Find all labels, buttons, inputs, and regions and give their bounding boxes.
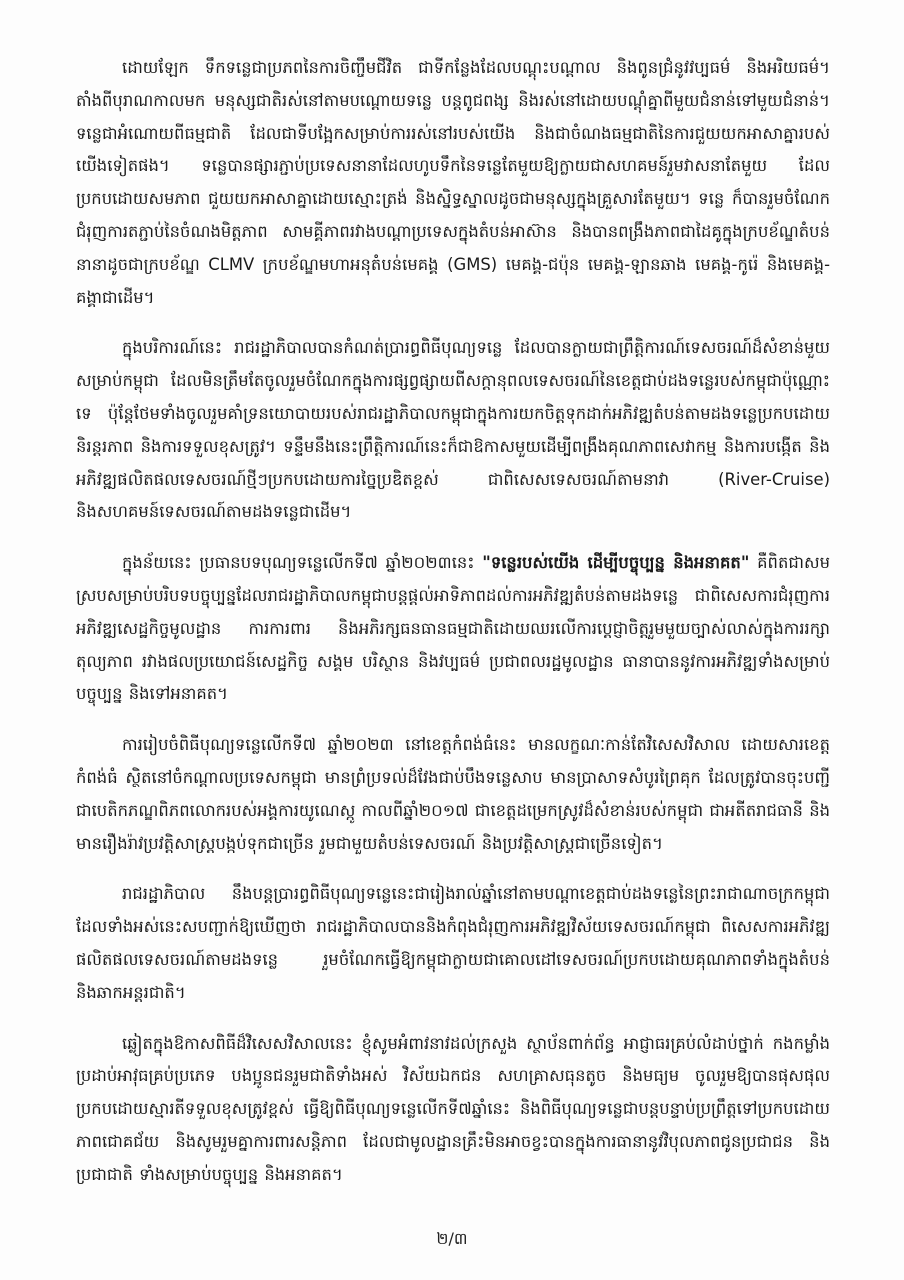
- paragraph-rivers-heritage: ដោយឡែក ទឹកទន្លេជាប្រភពនៃការចិញ្ចឹមជីវិត ជាទីកន្លែងដែលបណ្ដុះបណ្ដាល និងពូនជ្រំនូវវប្បធម៌ និងអរិយធម៌។ តាំងពីបុរាណកាលមក មនុស្សជាតិរស់នៅតាមបណ្ដោយទន្លេ បន្តពូជពង្ស និងរស់នៅដោយបណ្ដុំគ្នាពីមួយជំនាន់ទៅមួយជំនាន់។ ទន្លេជាអំណោយពីធម្មជាតិ ដែលជាទីបង្អែកសម្រាប់ការរស់នៅរបស់យើង និងជាចំណងធម្មជាតិនៃការជួយយកអាសាគ្នារបស់យើងទៀតផង។ ទន្លេបានផ្សារភ្ជាប់ប្រទេសនានាដែលហូបទឹកនៃទន្លេតែមួយឱ្យក្លាយជាសហគមន៍រួមវាសនាតែមួយ ដែលប្រកបដោយសមភាព ជួយយកអាសាគ្នាដោយស្មោះត្រង់ និងស្និទ្ធស្នាលដូចជាមនុស្សក្នុងគ្រួសារតែមួយ។ ទន្លេ ក៏បានរួមចំណែកជំរុញការតភ្ជាប់នៃចំណងមិត្តភាព សាមគ្គីភាពរវាងបណ្ដាប្រទេសក្នុងតំបន់អាស៊ាន និងបានពង្រឹងភាពជាដៃគូក្នុងក្របខ័ណ្ឌតំបន់នានាដូចជាក្របខ័ណ្ឌ CLMV ក្របខ័ណ្ឌមហាអនុតំបន់មេគង្គ (GMS) មេគង្គ-ជប៉ុន មេគង្គ-ឡានឆាង មេគង្គ-កូរ៉េ និងមេគង្គ-គង្គាជាដើម។: [76, 58, 830, 307]
- paragraph-kampong-thom: ការរៀបចំពិធីបុណ្យទន្លេលើកទី៧ ឆ្នាំ២០២៣ នៅខេត្តកំពង់ធំនេះ មានលក្ខណៈកាន់តែវិសេសវិសាល ដោយសារខេត្តកំពង់ធំ ស្ថិតនៅចំកណ្ដាលប្រទេសកម្ពុជា មានព្រំប្រទល់ដ៏វែងជាប់បឹងទន្លេសាប មានប្រាសាទសំបូរព្រៃគុក ដែលត្រូវបានចុះបញ្ជីជាបេតិកភណ្ឌពិភពលោករបស់អង្គការយូណេស្កូ កាលពីឆ្នាំ២០១៧ ជាខេត្តដម្រេកស្រូវដ៏សំខាន់របស់កម្ពុជា ជាអតីតរាជធានី និងមានរឿងរ៉ាវប្រវត្តិសាស្ត្របង្កប់ទុកជាច្រើន រួមជាមួយតំបន់ទេសចរណ៍ និងប្រវត្តិសាស្ត្រជាច្រើនទៀត។: [76, 735, 830, 853]
- paragraph-appeal: ឆ្លៀតក្នុងឱកាសពិធីដ៏វិសេសវិសាលនេះ ខ្ញុំសូមអំពាវនាវដល់ក្រសួង ស្ថាប័នពាក់ព័ន្ធ អាជ្ញាធរគ្រប់លំដាប់ថ្នាក់ កងកម្លាំងប្រដាប់អាវុធគ្រប់ប្រភេទ បងប្អូនជនរួមជាតិទាំងអស់ វិស័យឯកជន សហគ្រាសធុនតូច និងមធ្យម ចូលរួមឱ្យបានផុសផុលប្រកបដោយស្មារតីទទួលខុសត្រូវខ្ពស់ ធ្វើឱ្យពិធីបុណ្យទន្លេលើកទី៧ឆ្នាំនេះ និងពិធីបុណ្យទន្លេជាបន្តបន្ទាប់ប្រព្រឹត្តទៅប្រកបដោយភាពជោគជ័យ និងសូមរួមគ្នាការពារសន្តិភាព ដែលជាមូលដ្ឋានគ្រឹះមិនអាចខ្វះបានក្នុងការធានានូវវិបុលភាពជូនប្រជាជន និងប្រជាជាតិ ទាំងសម្រាប់បច្ចុប្បន្ន និងអនាគត។: [76, 1033, 830, 1184]
- page-number: ២/៣: [436, 1229, 468, 1248]
- paragraph-river-festival-context: ក្នុងបរិការណ៍នេះ រាជរដ្ឋាភិបាលបានកំណត់ប្រារព្ធពិធីបុណ្យទន្លេ ដែលបានក្លាយជាព្រឹត្តិការណ៍ទេសចរណ៍ដ៏សំខាន់មួយសម្រាប់កម្ពុជា ដែលមិនត្រឹមតែចូលរួមចំណែកក្នុងការផ្សព្វផ្សាយពីសក្ដានុពលទេសចរណ៍នៃខេត្តជាប់ដងទន្លេរបស់កម្ពុជាប៉ុណ្ណោះទេ ប៉ុន្តែថែមទាំងចូលរួមគាំទ្រនយោបាយរបស់រាជរដ្ឋាភិបាលកម្ពុជាក្នុងការយកចិត្តទុកដាក់អភិវឌ្ឍតំបន់តាមដងទន្លេប្រកបដោយនិរន្តរភាព និងការទទួលខុសត្រូវ។ ទន្ទឹមនឹងនេះព្រឹត្តិការណ៍នេះក៏ជាឱកាសមួយដើម្បីពង្រឹងគុណភាពសេវាកម្ម និងការបង្កើត និងអភិវឌ្ឍផលិតផលទេសចរណ៍ថ្មីៗប្រកបដោយការច្នៃប្រឌិតខ្ពស់ ជាពិសេសទេសចរណ៍តាមនាវា (River-Cruise) និងសហគមន៍ទេសចរណ៍តាមដងទន្លេជាដើម។: [76, 338, 830, 522]
- theme-title: "ទន្លេរបស់យើង ដើម្បីបច្ចុប្បន្ន និងអនាគត": [482, 553, 750, 573]
- document-body: [76, 52, 830, 1210]
- theme-lead-text: ក្នុងន័យនេះ ប្រធានបទបុណ្យទន្លេលើកទី៧ ឆ្នាំ២០២៣នេះ: [122, 553, 483, 573]
- paragraph-festival-theme: [76, 547, 830, 711]
- paragraph-government-commitment: រាជរដ្ឋាភិបាល នឹងបន្តប្រារព្ធពិធីបុណ្យទន្លេនេះជារៀងរាល់ឆ្នាំនៅតាមបណ្ដាខេត្តជាប់ដងទន្លេនៃព្រះរាជាណាចក្រកម្ពុជា ដែលទាំងអស់នេះសបញ្ជាក់ឱ្យឃើញថា រាជរដ្ឋាភិបាលបាននិងកំពុងជំរុញការអភិវឌ្ឍវិស័យទេសចរណ៍កម្ពុជា ពិសេសការអភិវឌ្ឍផលិតផលទេសចរណ៍តាមដងទន្លេ រួមចំណែកធ្វើឱ្យកម្ពុជាក្លាយជាគោលដៅទេសចរណ៍ប្រកបដោយគុណភាពទាំងក្នុងតំបន់ និងឆាកអន្តរជាតិ។: [76, 884, 830, 1002]
- theme-rest-text: គឺពិតជាសមស្របសម្រាប់បរិបទបច្ចុប្បន្នដែលរាជរដ្ឋាភិបាលកម្ពុជាបន្តផ្ដល់អាទិភាពដល់ការអភិវឌ្ឍតំបន់តាមដងទន្លេ ជាពិសេសការជំរុញការអភិវឌ្ឍសេដ្ឋកិច្ចមូលដ្ឋាន ការការពារ និងអភិរក្សធនធានធម្មជាតិដោយឈរលើការប្ដេជ្ញាចិត្តរួមមួយច្បាស់លាស់ក្នុងការរក្សាតុល្យភាព រវាងផលប្រយោជន៍សេដ្ឋកិច្ច សង្គម បរិស្ថាន និងវប្បធម៌ ប្រជាពលរដ្ឋមូលដ្ឋាន ធានាបាននូវការអភិវឌ្ឍទាំងសម្រាប់បច្ចុប្បន្ន និងទៅអនាគត។: [76, 553, 830, 704]
